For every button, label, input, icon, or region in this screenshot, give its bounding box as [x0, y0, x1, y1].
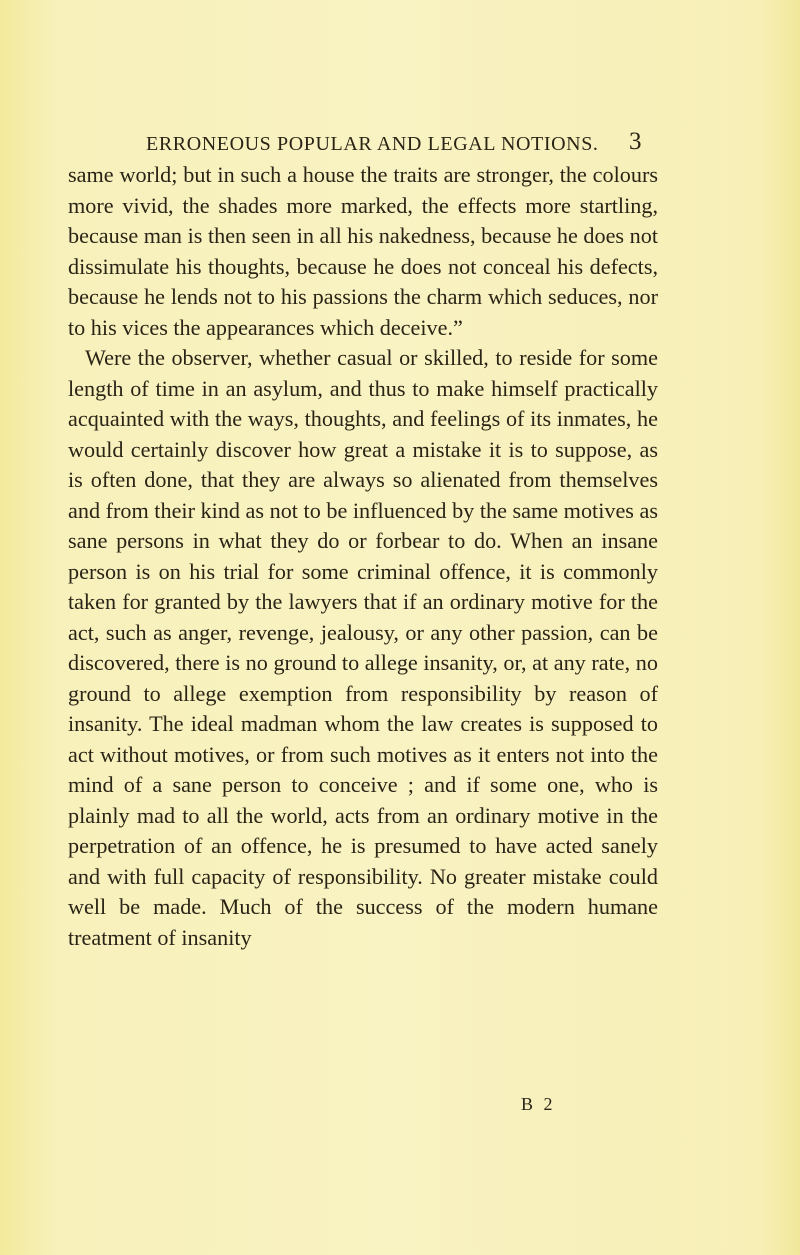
- paragraph: Were the observer, whether casual or skilled, to reside for some length of time in an asylum, and thus to make himself practically acquainted with the ways, thoughts, and feelings of its inmates, he would certainly discover how great a mistake it is to suppose, as is often done, that they are always so alienated from themselves and from their kind as not to be influenced by the same motives as sane persons in what they do or forbear to do. When an insane person is on his trial for some criminal offence, it is commonly taken for granted by the lawyers that if an ordinary motive for the act, such as anger, revenge, jealousy, or any other passion, can be discovered, there is no ground to allege insanity, or, at any rate, no ground to allege exemption from responsibility by reason of insanity. The ideal madman whom the law creates is supposed to act without motives, or from such motives as it enters not into the mind of a sane person to conceive ; and if some one, who is plainly mad to all the world, acts from an ordinary motive in the perpetration of an offence, he is presumed to have acted sanely and with full capacity of responsibility. No greater mistake could well be made. Much of the success of the modern humane treatment of insanity: [68, 345, 658, 950]
- paragraph: same world; but in such a house the traits are stronger, the colours more vivid, the shades more marked, the effects more startling, because man is then seen in all his nakedness, because he does not dissimulate his thoughts, because he does not conceal his defects, because he lends not to his passions the charm which seduces, nor to his vices the appearances which deceive.”: [68, 162, 658, 340]
- body-text: [68, 160, 658, 953]
- page-number: 3: [629, 128, 642, 155]
- signature-mark: B 2: [521, 1094, 556, 1114]
- running-title: ERRONEOUS POPULAR AND LEGAL NOTIONS.: [146, 133, 599, 155]
